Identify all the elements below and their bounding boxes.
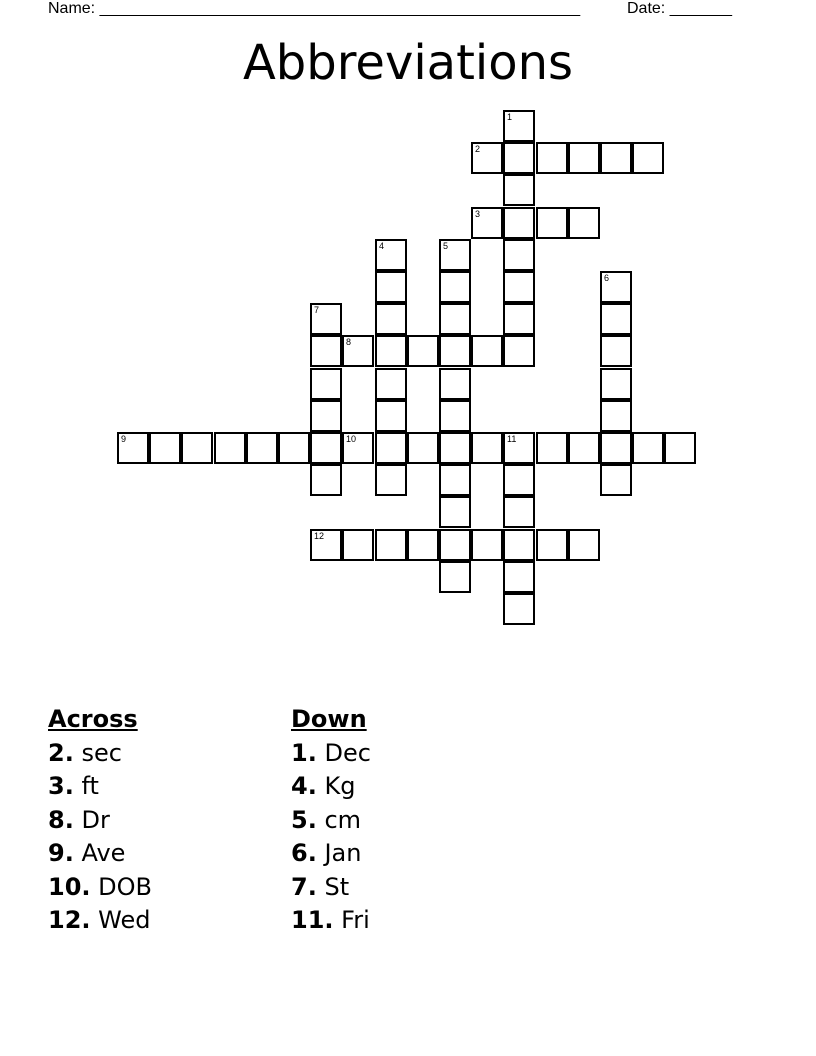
crossword-cell[interactable] bbox=[536, 529, 568, 561]
cell-number: 12 bbox=[314, 531, 325, 541]
clue-number: 3. bbox=[48, 772, 74, 800]
crossword-cell[interactable] bbox=[503, 464, 535, 496]
clue-text: Fri bbox=[341, 906, 370, 934]
crossword-cell[interactable] bbox=[536, 207, 568, 239]
crossword-cell[interactable] bbox=[310, 432, 342, 464]
crossword-cell[interactable] bbox=[503, 271, 535, 303]
crossword-cell[interactable] bbox=[439, 335, 471, 367]
crossword-cell[interactable] bbox=[439, 464, 471, 496]
crossword-cell[interactable] bbox=[503, 303, 535, 335]
crossword-cell[interactable] bbox=[278, 432, 310, 464]
crossword-cell[interactable] bbox=[568, 142, 600, 174]
crossword-cell[interactable] bbox=[375, 335, 407, 367]
crossword-cell[interactable] bbox=[471, 142, 503, 174]
down-clue bbox=[291, 770, 371, 804]
crossword-cell[interactable] bbox=[568, 432, 600, 464]
crossword-cell[interactable] bbox=[310, 529, 342, 561]
crossword-cell[interactable] bbox=[664, 432, 696, 464]
crossword-cell[interactable] bbox=[375, 303, 407, 335]
crossword-cell[interactable] bbox=[407, 529, 439, 561]
crossword-cell[interactable] bbox=[439, 561, 471, 593]
crossword-cell[interactable] bbox=[471, 432, 503, 464]
crossword-cell[interactable] bbox=[439, 368, 471, 400]
crossword-cell[interactable] bbox=[471, 529, 503, 561]
clue-number: 9. bbox=[48, 839, 74, 867]
crossword-cell[interactable] bbox=[568, 207, 600, 239]
crossword-cell[interactable] bbox=[503, 335, 535, 367]
across-heading: Across bbox=[48, 705, 138, 733]
crossword-cell[interactable] bbox=[600, 142, 632, 174]
clue-text: Wed bbox=[98, 906, 151, 934]
cell-number: 10 bbox=[346, 434, 357, 444]
crossword-cell[interactable] bbox=[600, 432, 632, 464]
clue-text: Dr bbox=[81, 805, 110, 834]
crossword-cell[interactable] bbox=[439, 432, 471, 464]
cell-number: 8 bbox=[346, 337, 352, 347]
cell-number: 1 bbox=[507, 112, 513, 122]
clue-number: 8. bbox=[48, 805, 74, 834]
clue-text: ft bbox=[81, 772, 99, 800]
cell-number: 5 bbox=[443, 241, 449, 251]
crossword-cell[interactable] bbox=[439, 239, 471, 271]
crossword-cell[interactable] bbox=[503, 529, 535, 561]
name-field-label: Name: ______________________________________________________ bbox=[48, 0, 581, 17]
across-clue bbox=[48, 770, 152, 804]
down-clue bbox=[291, 737, 371, 771]
clue-number: 11. bbox=[291, 906, 334, 934]
crossword-cell[interactable] bbox=[310, 368, 342, 400]
crossword-cell[interactable] bbox=[600, 303, 632, 335]
across-clue bbox=[48, 837, 152, 871]
crossword-cell[interactable] bbox=[503, 207, 535, 239]
crossword-cell[interactable] bbox=[536, 432, 568, 464]
crossword-cell[interactable] bbox=[503, 110, 535, 142]
crossword-cell[interactable] bbox=[471, 207, 503, 239]
crossword-cell[interactable] bbox=[407, 432, 439, 464]
crossword-cell[interactable] bbox=[503, 561, 535, 593]
crossword-cell[interactable] bbox=[375, 529, 407, 561]
crossword-cell[interactable] bbox=[600, 271, 632, 303]
across-clue bbox=[48, 904, 152, 938]
page-title: Abbreviations bbox=[242, 35, 574, 91]
crossword-cell[interactable] bbox=[310, 464, 342, 496]
clue-text: DOB bbox=[98, 872, 152, 901]
crossword-cell[interactable] bbox=[375, 239, 407, 271]
crossword-cell[interactable] bbox=[439, 529, 471, 561]
crossword-cell[interactable] bbox=[471, 335, 503, 367]
down-clue bbox=[291, 904, 371, 938]
clue-number: 7. bbox=[291, 872, 317, 901]
crossword-cell[interactable] bbox=[600, 464, 632, 496]
clue-number: 2. bbox=[48, 738, 74, 767]
crossword-cell[interactable] bbox=[600, 368, 632, 400]
crossword-cell[interactable] bbox=[310, 303, 342, 335]
crossword-cell[interactable] bbox=[310, 335, 342, 367]
clue-text: Jan bbox=[324, 839, 362, 867]
crossword-cell[interactable] bbox=[600, 335, 632, 367]
crossword-cell[interactable] bbox=[439, 496, 471, 528]
crossword-cell[interactable] bbox=[439, 271, 471, 303]
crossword-cell[interactable] bbox=[310, 400, 342, 432]
crossword-cell[interactable] bbox=[117, 432, 149, 464]
cell-number: 9 bbox=[121, 434, 127, 444]
crossword-cell[interactable] bbox=[503, 593, 535, 625]
crossword-cell[interactable] bbox=[503, 496, 535, 528]
clue-number: 5. bbox=[291, 805, 317, 834]
down-heading: Down bbox=[291, 705, 367, 733]
cell-number: 11 bbox=[507, 434, 517, 444]
crossword-cell[interactable] bbox=[375, 432, 407, 464]
crossword-cell[interactable] bbox=[375, 400, 407, 432]
crossword-cell[interactable] bbox=[503, 239, 535, 271]
clue-text: St bbox=[324, 872, 350, 901]
crossword-cell[interactable] bbox=[632, 432, 664, 464]
crossword-cell[interactable] bbox=[149, 432, 181, 464]
across-clue bbox=[48, 737, 152, 771]
down-clues bbox=[291, 703, 371, 938]
crossword-cell[interactable] bbox=[375, 368, 407, 400]
crossword-cell[interactable] bbox=[181, 432, 213, 464]
crossword-cell[interactable] bbox=[342, 432, 374, 464]
crossword-cell[interactable] bbox=[536, 142, 568, 174]
crossword-cell[interactable] bbox=[503, 174, 535, 206]
down-clue bbox=[291, 837, 371, 871]
clue-text: sec bbox=[81, 738, 122, 767]
across-clue bbox=[48, 804, 152, 838]
crossword-cell[interactable] bbox=[214, 432, 246, 464]
clue-text: Dec bbox=[324, 738, 371, 767]
cell-number: 6 bbox=[604, 273, 610, 283]
cell-number: 4 bbox=[379, 241, 385, 251]
clue-number: 10. bbox=[48, 872, 91, 901]
clue-text: Ave bbox=[81, 839, 126, 867]
cell-number: 7 bbox=[314, 305, 320, 315]
crossword-cell[interactable] bbox=[246, 432, 278, 464]
clue-number: 6. bbox=[291, 839, 317, 867]
down-clue bbox=[291, 804, 371, 838]
down-clue bbox=[291, 871, 371, 905]
crossword-cell[interactable] bbox=[568, 529, 600, 561]
clue-text: Kg bbox=[324, 772, 356, 800]
across-clues bbox=[48, 703, 152, 938]
crossword-cell[interactable] bbox=[439, 303, 471, 335]
crossword-cell[interactable] bbox=[632, 142, 664, 174]
clue-number: 12. bbox=[48, 906, 91, 934]
crossword-cell[interactable] bbox=[342, 335, 374, 367]
crossword-cell[interactable] bbox=[600, 400, 632, 432]
crossword-cell[interactable] bbox=[503, 142, 535, 174]
crossword-cell[interactable] bbox=[503, 432, 535, 464]
crossword-cell[interactable] bbox=[407, 335, 439, 367]
clue-number: 4. bbox=[291, 772, 317, 800]
cell-number: 2 bbox=[475, 144, 481, 154]
across-clue bbox=[48, 871, 152, 905]
date-field-label: Date: _______ bbox=[627, 0, 732, 17]
cell-number: 3 bbox=[475, 209, 481, 219]
crossword-cell[interactable] bbox=[375, 271, 407, 303]
clue-number: 1. bbox=[291, 738, 317, 767]
crossword-cell[interactable] bbox=[439, 400, 471, 432]
clue-text: cm bbox=[324, 805, 362, 834]
crossword-cell[interactable] bbox=[375, 464, 407, 496]
crossword-cell[interactable] bbox=[342, 529, 374, 561]
